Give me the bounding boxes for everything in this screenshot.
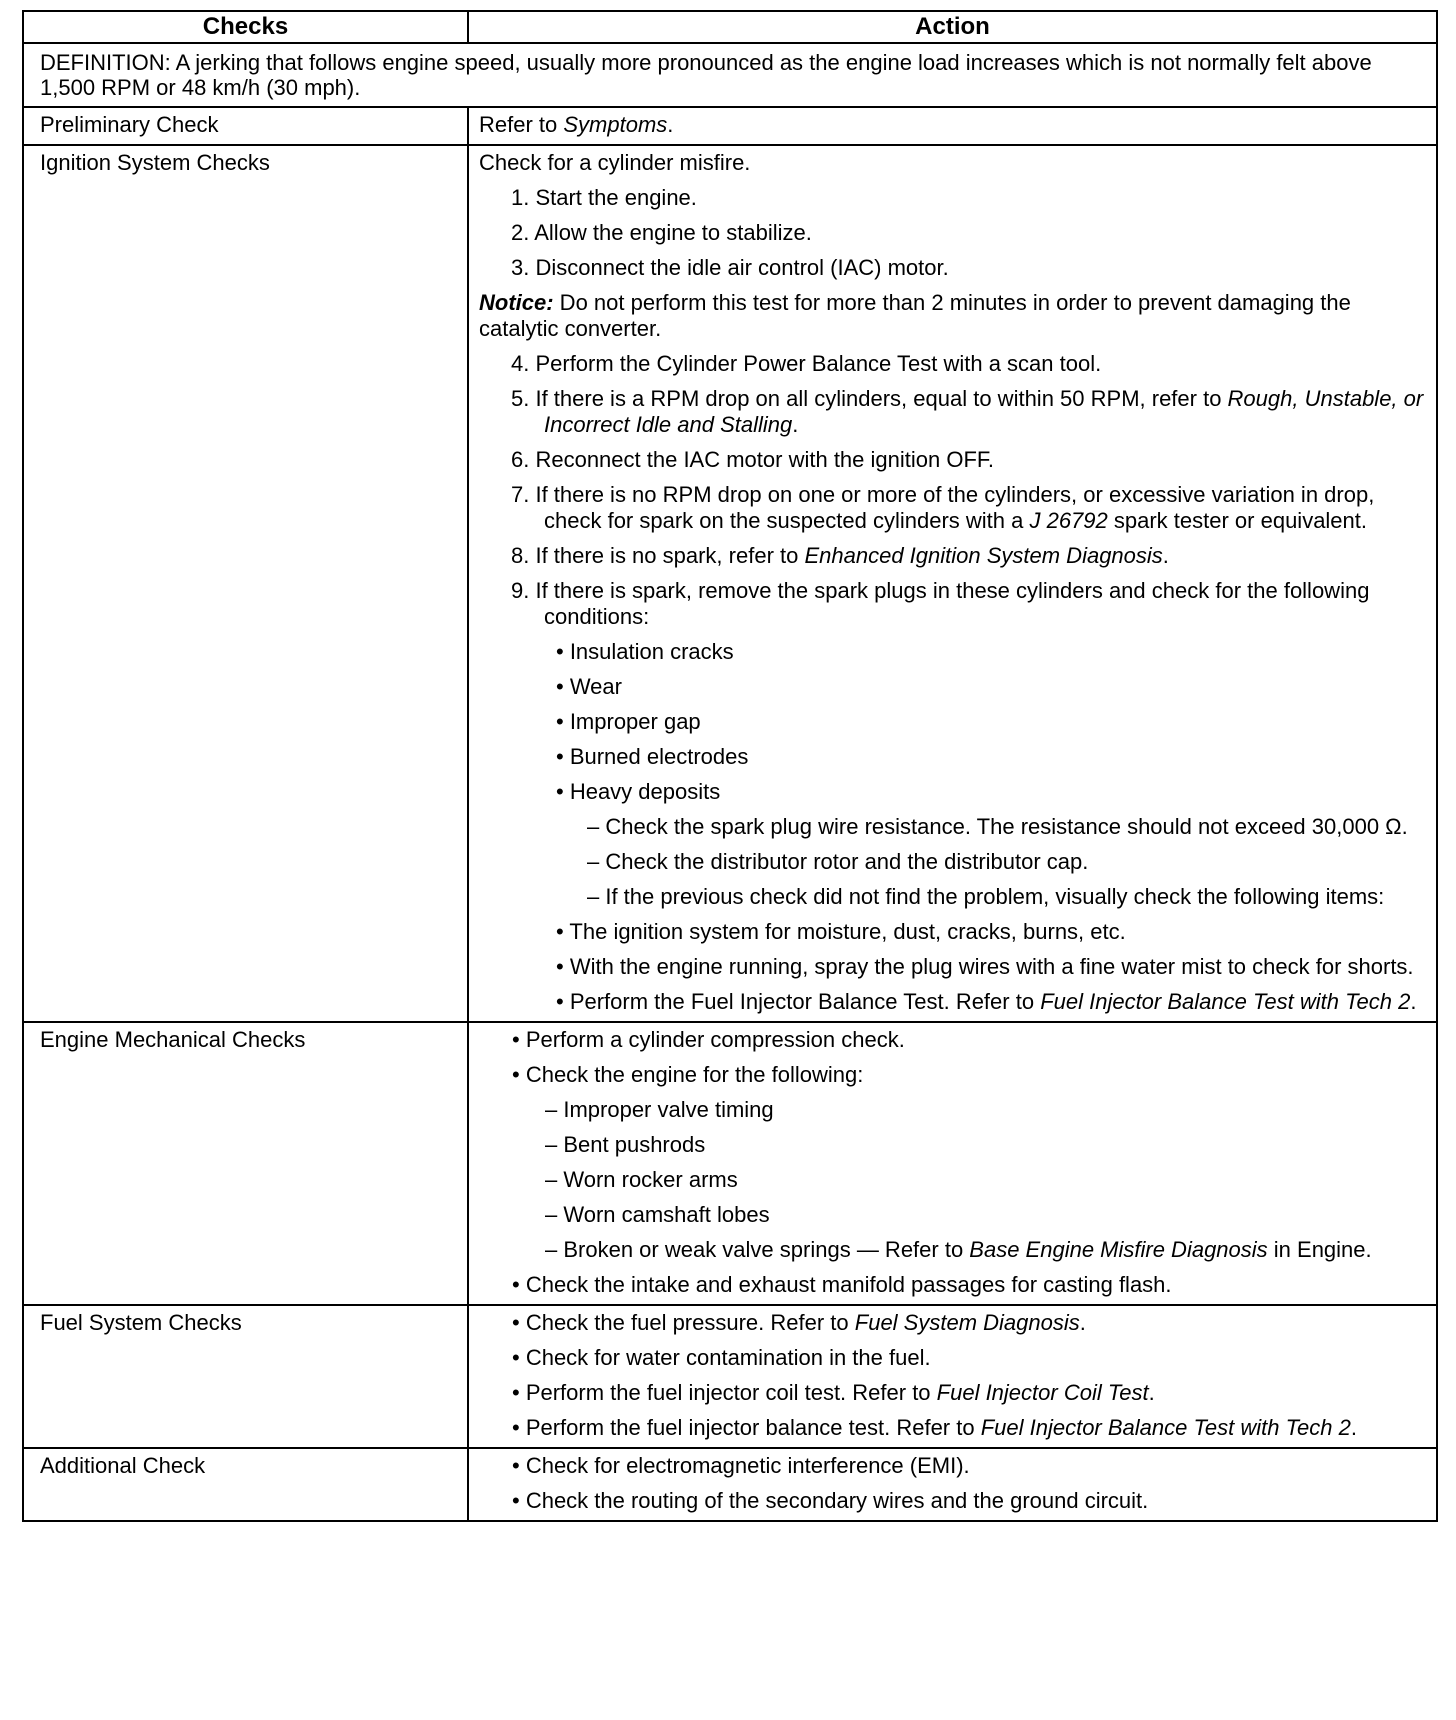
step-8	[479, 543, 1426, 569]
table-row	[23, 107, 1437, 145]
action-mechanical	[468, 1022, 1437, 1305]
reference-link: Fuel Injector Balance Test with Tech 2	[980, 1415, 1351, 1440]
diagnostic-table	[22, 10, 1438, 1522]
sub-list-item: – Worn camshaft lobes	[545, 1202, 770, 1227]
list-item	[479, 1310, 1426, 1336]
notice	[479, 290, 1426, 342]
reference-link: Base Engine Misfire Diagnosis	[969, 1237, 1268, 1262]
reference-link: Fuel Injector Coil Test	[936, 1380, 1149, 1405]
text: .	[667, 112, 674, 137]
sub-list-item: – Check the spark plug wire resistance. The resistance should not exceed 30,000 Ω.	[587, 814, 1408, 839]
list-item: • Perform a cylinder compression check.	[512, 1027, 905, 1052]
check-label-fuel: Fuel System Checks	[23, 1305, 468, 1448]
sub-list-item	[479, 1237, 1426, 1263]
action-preliminary	[468, 107, 1437, 145]
action-column-header: Action	[468, 11, 1437, 43]
header-row	[23, 11, 1437, 43]
list-item: • With the engine running, spray the plug wires with a fine water mist to check for shorts.	[556, 954, 1414, 979]
checks-column-header: Checks	[23, 11, 468, 43]
reference-link: Fuel System Diagnosis	[854, 1310, 1080, 1335]
table-row	[23, 1305, 1437, 1448]
ignition-intro: Check for a cylinder misfire.	[479, 150, 751, 175]
step-6: 6. Reconnect the IAC motor with the ignition OFF.	[511, 447, 995, 472]
table-row	[23, 1448, 1437, 1521]
text: .	[792, 412, 799, 437]
list-item: • Burned electrodes	[556, 744, 749, 769]
text: spark tester or equivalent.	[1107, 508, 1368, 533]
step-1: 1. Start the engine.	[511, 185, 697, 210]
step-2: 2. Allow the engine to stabilize.	[511, 220, 812, 245]
tool-number: J 26792	[1029, 508, 1108, 533]
text: .	[1410, 989, 1417, 1014]
table-row	[23, 145, 1437, 1022]
list-item	[479, 1415, 1426, 1441]
text: Refer to	[479, 112, 564, 137]
text: – Broken or weak valve springs — Refer to	[545, 1237, 970, 1262]
sub-list-item: – Worn rocker arms	[545, 1167, 738, 1192]
check-label-preliminary: Preliminary Check	[23, 107, 468, 145]
list-item: • The ignition system for moisture, dust, cracks, burns, etc.	[556, 919, 1126, 944]
definition-text: DEFINITION: A jerking that follows engine speed, usually more pronounced as the engine load increases which is not normally felt above 1,500 RPM or 48 km/h (30 mph).	[23, 43, 1437, 107]
check-label-ignition: Ignition System Checks	[23, 145, 468, 1022]
text: .	[1350, 1415, 1357, 1440]
list-item: • Wear	[556, 674, 622, 699]
check-label-mechanical: Engine Mechanical Checks	[23, 1022, 468, 1305]
list-item: • Improper gap	[556, 709, 701, 734]
list-item: • Insulation cracks	[556, 639, 734, 664]
text: .	[1162, 543, 1169, 568]
text: 7. If there is no RPM drop on one or more of the cylinders, or excessive variation in drop, check for spark on the suspected cylinders with a	[511, 482, 1375, 533]
action-additional	[468, 1448, 1437, 1521]
list-item	[479, 1380, 1426, 1406]
text: • Perform the fuel injector coil test. Refer to	[512, 1380, 937, 1405]
sub-list-item: – Check the distributor rotor and the distributor cap.	[587, 849, 1089, 874]
sub-list-item: – Bent pushrods	[545, 1132, 706, 1157]
text: • Perform the Fuel Injector Balance Test. Refer to	[556, 989, 1041, 1014]
step-5	[479, 386, 1426, 438]
list-item: • Heavy deposits	[556, 779, 721, 804]
step-4: 4. Perform the Cylinder Power Balance Test with a scan tool.	[511, 351, 1102, 376]
list-item: • Check for water contamination in the fuel.	[512, 1345, 931, 1370]
step-3: 3. Disconnect the idle air control (IAC) motor.	[511, 255, 949, 280]
text: in Engine.	[1267, 1237, 1372, 1262]
action-fuel	[468, 1305, 1437, 1448]
reference-link: Fuel Injector Balance Test with Tech 2	[1040, 989, 1411, 1014]
list-item: • Check the engine for the following:	[512, 1062, 864, 1087]
table-row	[23, 1022, 1437, 1305]
list-item	[479, 989, 1426, 1015]
text: .	[1148, 1380, 1155, 1405]
reference-link: Enhanced Ignition System Diagnosis	[804, 543, 1163, 568]
step-7	[479, 482, 1426, 534]
reference-link: Rough, Unstable, or Incorrect Idle and Stalling	[544, 386, 1424, 437]
text: 5. If there is a RPM drop on all cylinders, equal to within 50 RPM, refer to	[511, 386, 1228, 411]
reference-link: Symptoms	[563, 112, 668, 137]
step-9: 9. If there is spark, remove the spark plugs in these cylinders and check for the following conditions:	[511, 578, 1370, 629]
notice-text: Do not perform this test for more than 2 minutes in order to prevent damaging the catalytic converter.	[479, 290, 1351, 341]
definition-row	[23, 43, 1437, 107]
text: 8. If there is no spark, refer to	[511, 543, 805, 568]
text: • Check the fuel pressure. Refer to	[512, 1310, 855, 1335]
list-item: • Check the intake and exhaust manifold passages for casting flash.	[512, 1272, 1172, 1297]
text: .	[1079, 1310, 1086, 1335]
notice-label: Notice:	[479, 290, 554, 315]
sub-list-item: – If the previous check did not find the problem, visually check the following items:	[587, 884, 1385, 909]
sub-list-item: – Improper valve timing	[545, 1097, 774, 1122]
check-label-additional: Additional Check	[23, 1448, 468, 1521]
list-item: • Check the routing of the secondary wires and the ground circuit.	[512, 1488, 1149, 1513]
text: • Perform the fuel injector balance test. Refer to	[512, 1415, 981, 1440]
action-ignition	[468, 145, 1437, 1022]
list-item: • Check for electromagnetic interference (EMI).	[512, 1453, 970, 1478]
